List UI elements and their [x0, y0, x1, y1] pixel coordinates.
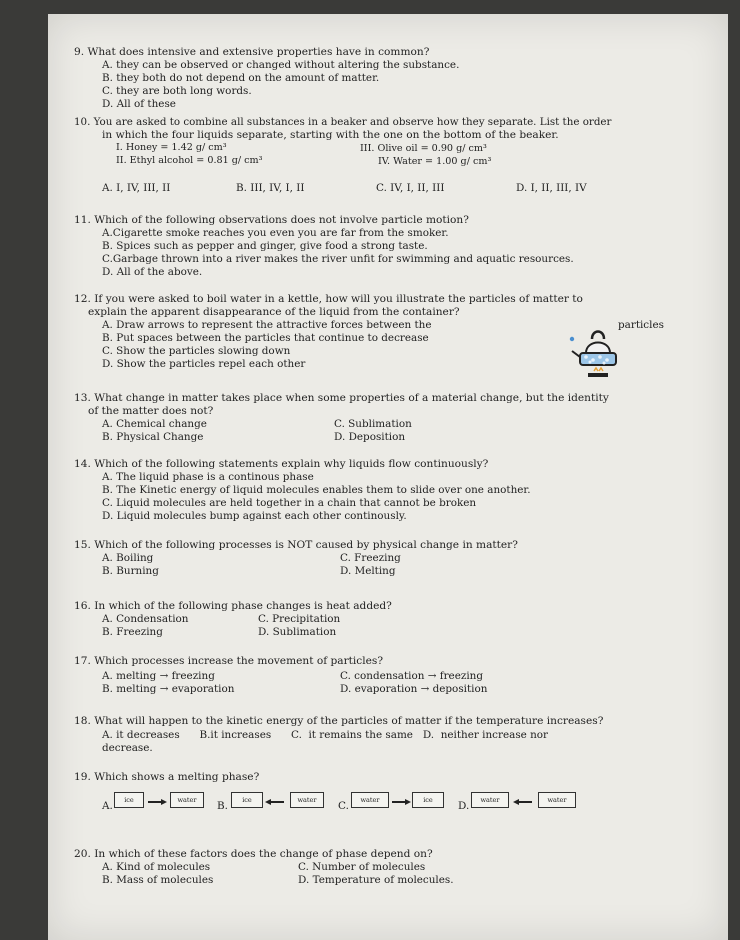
- q20-option-b: B. Mass of molecules: [102, 874, 214, 886]
- q20-option-a: A. Kind of molecules: [102, 861, 211, 873]
- q19-a-water-box: water: [170, 792, 204, 808]
- question-18: 18. What will happen to the kinetic energy of the particles of matter if the temperature increases?: [74, 715, 604, 727]
- q14-option-d: D. Liquid molecules bump against each other continously.: [102, 510, 407, 522]
- question-10-line1: 10. You are asked to combine all substances in a beaker and observe how they separate. List the order: [74, 116, 612, 128]
- question-16: 16. In which of the following phase changes is heat added?: [74, 600, 392, 612]
- q17-option-a: A. melting → freezing: [102, 670, 215, 682]
- q16-option-d: D. Sublimation: [258, 626, 337, 638]
- q14-option-a: A. The liquid phase is a continous phase: [102, 471, 314, 483]
- q10-item-i: I. Honey = 1.42 g/ cm³: [116, 142, 227, 153]
- q19-b-ice-box: ice: [231, 792, 263, 808]
- q12-option-a-tail: particles: [618, 319, 664, 331]
- q19-option-b-label: B.: [217, 800, 228, 812]
- q12-option-c: C. Show the particles slowing down: [102, 345, 291, 357]
- q17-option-d: D. evaporation → deposition: [340, 683, 488, 695]
- q9-option-a: A. they can be observed or changed without altering the substance.: [102, 59, 460, 71]
- q12-option-b: B. Put spaces between the particles that continue to decrease: [102, 332, 429, 344]
- q19-b-arrow-icon: [270, 801, 284, 803]
- q10-option-d: D. I, II, III, IV: [516, 182, 587, 194]
- q18-options-tail: decrease.: [102, 742, 153, 754]
- q9-option-c: C. they are both long words.: [102, 85, 252, 97]
- q19-option-a-label: A.: [102, 800, 113, 812]
- q10-option-c: C. IV, I, II, III: [376, 182, 445, 194]
- q16-option-c: C. Precipitation: [258, 613, 341, 625]
- q19-b-water-box: water: [290, 792, 324, 808]
- q13-option-c: C. Sublimation: [334, 418, 412, 430]
- q10-item-iv: IV. Water = 1.00 g/ cm³: [378, 156, 492, 167]
- q13-option-d: D. Deposition: [334, 431, 406, 443]
- q13-option-b: B. Physical Change: [102, 431, 204, 443]
- question-13-line1: 13. What change in matter takes place when some properties of a material change, but the identity: [74, 392, 609, 404]
- q14-option-c: C. Liquid molecules are held together in a chain that cannot be broken: [102, 497, 477, 509]
- q17-option-c: C. condensation → freezing: [340, 670, 483, 682]
- q15-option-d: D. Melting: [340, 565, 396, 577]
- q20-option-c: C. Number of molecules: [298, 861, 426, 873]
- q19-option-d-label: D.: [458, 800, 470, 812]
- q12-option-d: D. Show the particles repel each other: [102, 358, 306, 370]
- q10-item-iii: III. Olive oil = 0.90 g/ cm³: [360, 143, 487, 154]
- q10-option-b: B. III, IV, I, II: [236, 182, 305, 194]
- question-12-line1: 12. If you were asked to boil water in a kettle, how will you illustrate the particles of matter to: [74, 293, 583, 305]
- q19-c-ice-box: ice: [412, 792, 444, 808]
- q9-option-d: D. All of these: [102, 98, 176, 110]
- q11-option-b: B. Spices such as pepper and ginger, give food a strong taste.: [102, 240, 428, 252]
- q19-d-water-box-2: water: [538, 792, 576, 808]
- q15-option-c: C. Freezing: [340, 552, 401, 564]
- q19-d-arrow-icon: [518, 801, 532, 803]
- q16-option-a: A. Condensation: [102, 613, 189, 625]
- q19-d-water-box: water: [471, 792, 509, 808]
- q10-option-a: A. I, IV, III, II: [102, 182, 171, 194]
- q20-option-d: D. Temperature of molecules.: [298, 874, 454, 886]
- q13-option-a: A. Chemical change: [102, 418, 207, 430]
- q19-c-water-box: water: [351, 792, 389, 808]
- q11-option-d: D. All of the above.: [102, 266, 203, 278]
- q19-c-arrow-icon: [392, 801, 406, 803]
- question-10-line2: in which the four liquids separate, starting with the one on the bottom of the beaker.: [102, 129, 559, 141]
- q19-option-c-label: C.: [338, 800, 349, 812]
- question-19: 19. Which shows a melting phase?: [74, 771, 260, 783]
- q15-option-a: A. Boiling: [102, 552, 154, 564]
- q17-option-b: B. melting → evaporation: [102, 683, 235, 695]
- q11-option-a: A.Cigarette smoke reaches you even you are far from the smoker.: [102, 227, 449, 239]
- q14-option-b: B. The Kinetic energy of liquid molecules enables them to slide over one another.: [102, 484, 531, 496]
- q18-options: A. it decreases B.it increases C. it remains the same D. neither increase nor: [102, 729, 549, 741]
- worksheet-page: [48, 14, 728, 940]
- q10-item-ii: II. Ethyl alcohol = 0.81 g/ cm³: [116, 155, 263, 166]
- question-17: 17. Which processes increase the movement of particles?: [74, 655, 384, 667]
- q16-option-b: B. Freezing: [102, 626, 163, 638]
- question-9: 9. What does intensive and extensive properties have in common?: [74, 46, 430, 58]
- question-12-line2: explain the apparent disappearance of the liquid from the container?: [88, 306, 460, 318]
- question-15: 15. Which of the following processes is NOT caused by physical change in matter?: [74, 539, 518, 551]
- question-13-line2: of the matter does not?: [88, 405, 214, 417]
- question-11: 11. Which of the following observations does not involve particle motion?: [74, 214, 469, 226]
- q19-a-arrow-icon: [148, 801, 162, 803]
- question-20: 20. In which of these factors does the change of phase depend on?: [74, 848, 433, 860]
- question-14: 14. Which of the following statements explain why liquids flow continuously?: [74, 458, 489, 470]
- q15-option-b: B. Burning: [102, 565, 159, 577]
- kettle-on-stove-icon: [566, 327, 630, 381]
- q11-option-c: C.Garbage thrown into a river makes the river unfit for swimming and aquatic resources.: [102, 253, 574, 265]
- q12-option-a: A. Draw arrows to represent the attractive forces between the: [102, 319, 432, 331]
- q19-a-ice-box: ice: [114, 792, 144, 808]
- q9-option-b: B. they both do not depend on the amount of matter.: [102, 72, 380, 84]
